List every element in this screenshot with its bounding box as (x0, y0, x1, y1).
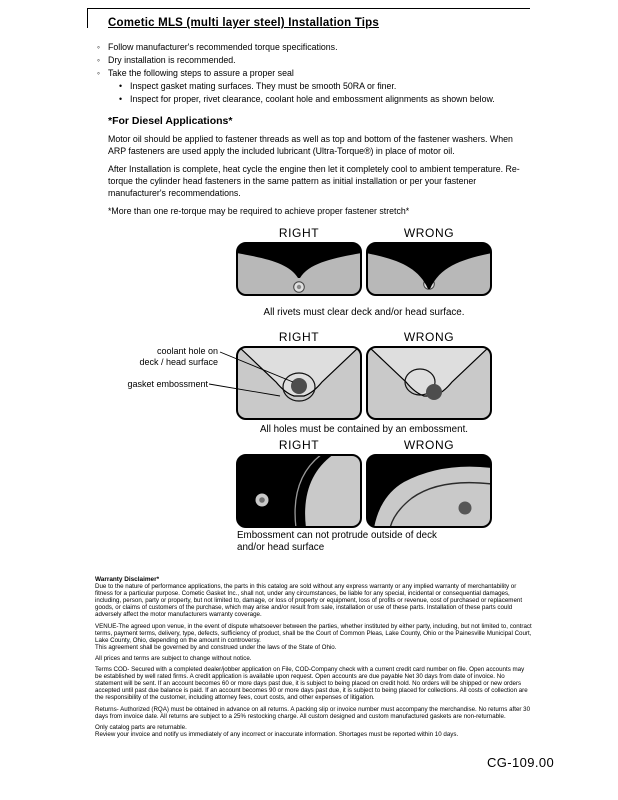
gasket-embossment-label: gasket embossment (127, 379, 208, 389)
legal-paragraph: This agreement shall be governed by and construed under the laws of the State of Ohio. (95, 643, 337, 651)
embossment-right-diagram-image (236, 346, 362, 420)
right-column-header: RIGHT (278, 330, 320, 344)
wrong-column-header: WRONG (403, 330, 455, 344)
page-code: CG-109.00 (487, 755, 555, 770)
installation-tips-list (97, 41, 533, 106)
legal-paragraph: All prices and terms are subject to change without notice. (95, 654, 252, 662)
rivet-right-diagram (236, 242, 362, 296)
rivets-caption: All rivets must clear deck and/or head surface. (263, 307, 465, 318)
list-item (97, 67, 533, 80)
list-item (119, 93, 533, 106)
list-item (97, 41, 533, 54)
protrusion-wrong-diagram-image (366, 454, 492, 528)
rivet-wrong-diagram (366, 242, 492, 296)
diesel-paragraph-1: Motor oil should be applied to fastener threads as well as top and bottom of the fastener washers. When ARP fasteners are used apply the included lubricant (Ultra-Torque®) in place of motor oil. (108, 134, 513, 156)
wrong-column-header: WRONG (403, 438, 455, 452)
legal-paragraph: Returns- Authorized (RQA) must be obtained in advance on all returns. A packing slip or invoice number must accompany the merchandise. No returns after 30 days from invoice date. All returns are subject to a 25% restocking charge. All custom designed and custom manufactured gaskets are non-returnable. (95, 705, 531, 720)
protrusion-right-diagram (236, 454, 362, 528)
page-border-top (87, 8, 530, 9)
bullet-marker: ◦ (97, 68, 101, 78)
coolant-hole-label: coolant hole on deck / head surface (139, 346, 218, 367)
bullet-marker: • (119, 94, 123, 104)
legal-paragraph: Review your invoice and notify us immediately of any incorrect or inaccurate information. Shortages must be reported within 10 days. (95, 730, 459, 738)
tip-text: Inspect gasket mating surfaces. They must be smooth 50RA or finer. (130, 81, 397, 91)
bullet-marker: ◦ (97, 55, 101, 65)
diesel-applications-heading: *For Diesel Applications* (108, 115, 233, 127)
diesel-paragraph-3: *More than one re-torque may be required to achieve proper fastener stretch* (108, 206, 410, 216)
wrong-column-header: WRONG (403, 226, 455, 240)
right-column-header: RIGHT (278, 438, 320, 452)
page-title: Cometic MLS (multi layer steel) Installation Tips (108, 17, 379, 29)
page-border-left (87, 8, 88, 28)
warranty-disclaimer-heading: Warranty Disclaimer* (95, 576, 160, 583)
holes-caption: All holes must be contained by an embossment. (259, 424, 469, 435)
diagram-section (0, 222, 618, 562)
diesel-paragraph-2: After Installation is complete, heat cycle the engine then let it completely cool to ambient temperature. Re-torque the cylinder head fasteners in the same pattern as initial installation or per your fastener manufacturer's recommendations. (108, 164, 520, 198)
right-column-header: RIGHT (278, 226, 320, 240)
rivet-right-diagram-image (236, 242, 362, 296)
tip-text: Inspect for proper, rivet clearance, coolant hole and embossment alignments as shown below. (130, 94, 495, 104)
tip-text: Take the following steps to assure a proper seal (108, 68, 294, 78)
rivet-wrong-diagram-image (366, 242, 492, 296)
bullet-marker: • (119, 81, 123, 91)
legal-paragraph: Due to the nature of performance applications, the parts in this catalog are sold without any express warranty or any implied warranty of merchantability or fitness for a particular purpose. Cometic Gasket Inc., shall not, under any circumstances, be liable for any special, incidental or consequential damages, including, person, party or property, but not limited to, damage, or loss of property or equipment, loss of profits or revenue, cost of purchased or replacement goods, or claims of customers of the purchase, which may arise and/or result from sale, installation or use of these parts. Installation of these parts could adversely affect the motor manufacturers warranty coverage. (95, 583, 523, 619)
embossment-wrong-diagram-image (366, 346, 492, 420)
legal-paragraph: Only catalog parts are returnable. (95, 723, 187, 731)
protrusion-wrong-diagram (366, 454, 492, 528)
legal-section (95, 576, 532, 738)
list-item (97, 54, 533, 67)
legal-paragraph: VENUE-The agreed upon venue, in the event of dispute whatsoever between the parties, whether instituted by either party, including, but not limited to, contract terms, payment terms, delivery, type, defects, sufficiency of product, shall be the Court of Common Pleas, Lake County, Ohio or the Painesville Municipal Court, Lake County, Ohio, depending on the amount in controversy. (95, 622, 532, 644)
embossment-wrong-diagram (366, 346, 492, 420)
tip-text: Follow manufacturer's recommended torque specifications. (108, 42, 338, 52)
legal-paragraph: Terms COD- Secured with a completed dealer/jobber application on File, COD-Company check with a current credit card number on file. Open accounts may be established by well rated firms. A credit application is available upon request. Open accounts are due payable Net 30 days from date of invoice. No statement will be sent. If an account becomes 60 or more days past due, it is subject to being placed on credit hold. No orders will be shipped or new orders accepted until past due balance is paid. If an account becomes 90 or more days past due, it is subject to being placed for collections. All costs of collection are the responsibility of the customer, including attorney fees, court costs, and other expenses of litigation. (95, 666, 528, 702)
embossment-right-diagram (236, 346, 362, 420)
list-item (119, 80, 533, 93)
protrusion-caption: Embossment can not protrude outside of deck and/or head surface (237, 530, 437, 553)
tip-text: Dry installation is recommended. (108, 55, 236, 65)
protrusion-right-diagram-image (236, 454, 362, 528)
bullet-marker: ◦ (97, 42, 101, 52)
